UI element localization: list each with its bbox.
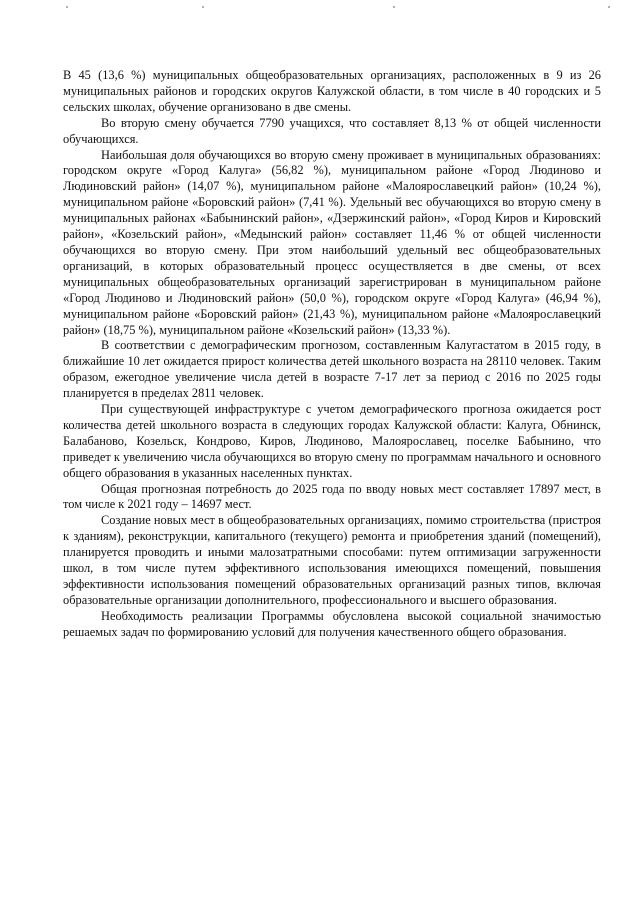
paragraph-program-necessity: Необходимость реализации Программы обусловлена высокой социальной значимостью решаемых задач по формированию условий для получения качественного общего образования. <box>63 608 601 639</box>
scan-speck <box>66 6 68 8</box>
paragraph-second-shift-students: Во вторую смену обучается 7790 учащихся, что составляет 8,13 % от общей численности обучающихся. <box>63 115 601 146</box>
paragraph-new-places-need: Общая прогнозная потребность до 2025 года по вводу новых мест составляет 17897 мест, в том числе к 2021 году – 14697 мест. <box>63 481 601 512</box>
scan-speck <box>202 6 204 8</box>
paragraph-two-shift-schools: В 45 (13,6 %) муниципальных общеобразовательных организациях, расположенных в 9 из 26 муниципальных районов и городских округов Калужской области, в том числе в 40 городских и 5 сельских школах, обучение организовано в две смены. <box>63 68 601 114</box>
paragraph-creation-methods: Создание новых мест в общеобразовательных организациях, помимо строительства (пристроя к зданиям), реконструкции, капитального (текущего) ремонта и приобретения зданий (помещений), планируется проводить и иными малозатратными способами: путем оптимизации загруженности школ, в том числе путем эффективного использования имеющихся помещений, повышения эффективности использования помещений образовательных организаций разных типов, включая образовательные организации дополнительного, профессионального и высшего образования. <box>63 513 601 607</box>
scan-speck <box>608 6 610 8</box>
document-body <box>63 68 601 641</box>
scan-speck <box>393 6 395 8</box>
paragraph-growth-cities: При существующей инфраструктуре с учетом демографического прогноза ожидается рост количества детей школьного возраста в следующих городах Калужской области: Калуга, Обнинск, Балабаново, Козельск, Кондрово, Киров, Людиново, Малоярославец, поселке Бабынино, что приведет к увеличению числа обучающихся во вторую смену по программам начального и основного общего образования в указанных населенных пунктах. <box>63 402 601 480</box>
paragraph-municipal-shares: Наибольшая доля обучающихся во вторую смену проживает в муниципальных образованиях: городском округе «Город Калуга» (56,82 %), муниципальном районе «Город Людиново и Людиновский район» (14,07 %), муниципальном районе «Малоярославецкий район» (10,24 %), муниципальном районе «Боровский район» (7,41 %). Удельный вес обучающихся во вторую смену в муниципальных районах «Бабынинский район», «Дзержинский район», «Город Киров и Кировский район», «Козельский район», «Медынский район» составляет 11,46 % от общей численности обучающихся во вторую смену. При этом наибольший удельный вес общеобразовательных организаций, в которых образовательный процесс осуществляется в две смены, от всех муниципальных общеобразовательных организаций зарегистрирован в муниципальном районе «Город Людиново и Людиновский район» (50,0 %), городском округе «Город Калуга» (46,94 %), муниципальном районе «Боровский район» (21,43 %), муниципальном районе «Малоярославецкий район» (18,75 %), муниципальном районе «Козельский район» (13,33 %). <box>63 147 601 337</box>
paragraph-demographic-forecast: В соответствии с демографическим прогнозом, составленным Калугастатом в 2015 году, в ближайшие 10 лет ожидается прирост количества детей школьного возраста на 28110 человек. Таким образом, ежегодное увеличение числа детей в возрасте 7-17 лет за период с 2016 по 2025 годы планируется в пределах 2811 человек. <box>63 338 601 401</box>
